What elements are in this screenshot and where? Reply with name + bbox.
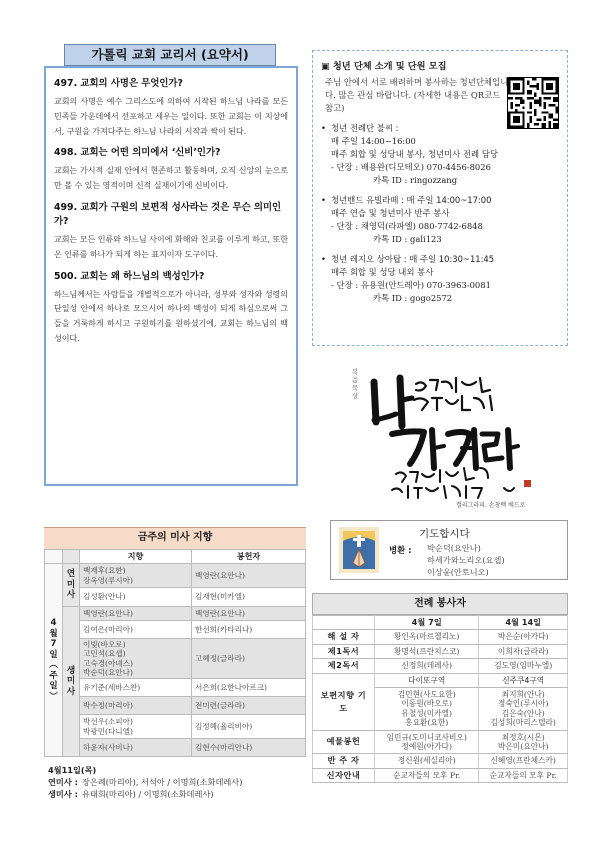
server-name: 최지희(안나) (501, 690, 545, 700)
donor-cell: 전미련(글라라) (192, 697, 306, 715)
bullet-icon: • (321, 123, 326, 133)
youth-groups-box (312, 50, 568, 346)
column-header: 4월 14일 (479, 616, 568, 630)
column-header (313, 616, 375, 630)
youth-title: ▣ 청년 단체 소개 및 단원 모집 (321, 61, 447, 72)
intent-name: 백재후(요한) (83, 566, 126, 576)
role-cell: 반 주 자 (313, 754, 375, 768)
liturgy-title: 전례 봉사자 (312, 593, 568, 615)
server-name: 홍요환(요한) (405, 718, 449, 728)
server-cell: 정신원(세실리아) (375, 754, 479, 768)
district-cell: 다이또구역 (375, 673, 479, 687)
youth-group-line: - 단장 : 유용원(안드레아) 070-3963-0081 (331, 280, 491, 290)
youth-group-line: 카톡 ID : gali123 (373, 234, 442, 244)
prayer-name: 박순덕(요안나) (427, 543, 481, 553)
intent-name: 박선우(소피아) (83, 717, 133, 727)
role-cell: 제1독서 (313, 644, 375, 658)
role-cell: 보편지향 기 도 (313, 673, 375, 730)
table-row (313, 754, 568, 768)
server-cell: 황인옥(마르첼리노) (375, 630, 479, 644)
role-cell: 해 설 자 (313, 630, 375, 644)
table-row (313, 630, 568, 644)
mass-date: 4 월 7 일 ︵ 주 일 ︶ (49, 618, 58, 702)
server-name: 유철성(미카엘) (401, 708, 452, 718)
calligraphy-image (352, 360, 532, 510)
intent-cell: 김성환(안나) (80, 588, 192, 607)
youth-group (321, 194, 561, 246)
server-name: 임민규(도미니코사비오) (386, 732, 467, 742)
youth-intro: 주님 안에서 서로 배려하며 봉사하는 청년단체입니다. 많은 관심 바랍니다. (자세한 내용은 QR코드 참고) (325, 77, 509, 113)
donor-cell: 서은희(요한나아르크) (192, 679, 306, 697)
prayer-name: 이상윤(안토니오) (427, 567, 489, 577)
youth-group (321, 253, 561, 305)
catechism-answer: 교회는 모든 인류와 하느님 사이에 화해와 친교를 이루게 하고, 또한 온 인류를 하나가 되게 하는 표지이자 도구이다. (54, 233, 288, 259)
server-name: 박은미(요안나) (497, 742, 549, 752)
youth-group (321, 122, 561, 187)
qr-code-icon[interactable] (507, 77, 559, 129)
intent-cell (80, 564, 192, 588)
server-name: 최정호(시몬) (501, 732, 545, 742)
table-row (45, 607, 306, 621)
server-cell: 박은순(아가다) (479, 630, 568, 644)
stamp-icon (524, 480, 531, 487)
table-row (313, 730, 568, 754)
donor-cell: 김현수(마리안나) (192, 739, 306, 757)
prayer-title: 기도합시다 (419, 528, 470, 540)
role-cell: 제2독서 (313, 659, 375, 673)
catechism-box (44, 66, 298, 486)
table-row (45, 639, 306, 679)
server-cell (479, 730, 568, 754)
server-name: 정숙인(루시아) (497, 699, 549, 709)
server-cell (375, 688, 479, 731)
catechism-question: 498. 교회는 어떤 의미에서 ‘신비’인가? (54, 147, 221, 159)
donor-cell: 한선희(카타리나) (192, 621, 306, 639)
intent-cell: 박수정(마리아) (80, 697, 192, 715)
intent-name: 장옥영(루시아) (83, 575, 133, 585)
server-cell (479, 688, 568, 731)
server-cell: 순교자들의 모후 Pr. (375, 768, 479, 782)
table-row (313, 659, 568, 673)
prayer-names (427, 542, 505, 578)
youth-group-name: 청년밴드 유빌라떼 : 매 주일 14:00~17:00 (331, 195, 492, 205)
server-cell (375, 730, 479, 754)
table-row (45, 715, 306, 739)
youth-group-line: 매 주일 14:00~16:00 (331, 136, 416, 146)
bullet-icon: • (321, 195, 326, 205)
bullet-icon: • (321, 254, 326, 264)
table-row (45, 564, 306, 588)
youth-group-line: 카톡 ID : ringozzang (373, 175, 458, 185)
district-cell: 신주쿠4구역 (479, 673, 568, 687)
donor-cell: 김재현(미카엘) (192, 588, 306, 607)
intent-cell: 유기준(세바스찬) (80, 679, 192, 697)
youth-group-name: 청년 레지오 상아탑 : 매 주일 10:30~11:45 (331, 254, 495, 264)
donor-cell: 백영란(요안나) (192, 564, 306, 588)
mass-type-cell (63, 564, 80, 607)
server-name: 이동원(바오로) (401, 699, 452, 709)
praying-hands-icon (339, 527, 379, 573)
youth-group-name: 청년 전례단 불씨 : (331, 123, 399, 133)
server-name: 김은숙(안나) (501, 708, 545, 718)
weekday-mass-text: 장은례(마리아), 서석아 / 이명희(소화데레사) (82, 777, 243, 787)
server-cell: 황명석(프란치스코) (375, 644, 479, 658)
youth-group-line: 카톡 ID : gogo2572 (373, 293, 453, 303)
catechism-question: 499. 교회가 구원의 보편적 성사라는 것은 무슨 의미인가? (54, 201, 282, 227)
youth-group-line: - 단장 : 채영덕(라파엘) 080-7742-6848 (331, 221, 483, 231)
youth-group-line: 매주 회합 및 성당내 봉사, 청년미사 전례 담당 (331, 149, 498, 159)
catechism-answer: 하느님께서는 사람들을 개별적으로가 아니라, 성부와 성자와 성령의 단일성 안에서 하나로 모으시어 하나의 백성이 되게 하심으로써 그들을 거룩하게 하시고 구원하기를 원하셨기에, 교회는 하느님의 백성이다. (54, 288, 288, 343)
server-name: 김성희(마리스텔라) (490, 718, 556, 728)
liturgy-table (312, 615, 568, 783)
mass-date-cell (45, 564, 63, 757)
role-cell: 신자안내 (313, 768, 375, 782)
intent-cell (80, 639, 192, 679)
youth-group-line: 매주 회합 및 성당 내외 봉사 (331, 267, 434, 277)
catechism-question: 497. 교회의 사명은 무엇인가? (54, 78, 183, 89)
youth-group-line: 매주 연습 및 청년미사 반주 봉사 (331, 208, 450, 218)
mass-intention-table (44, 549, 306, 757)
server-cell: 순교자들의 모후 Pr. (479, 768, 568, 782)
mass-type-cell (63, 607, 80, 757)
calligraphy-artwork (352, 360, 532, 510)
server-cell: 김도영(임마누엘) (479, 659, 568, 673)
server-cell: 신혜영(프란체스카) (479, 754, 568, 768)
intent-name: 박광민(다니엘) (83, 726, 133, 736)
weekday-mass-label: 연미사 : (48, 777, 78, 787)
weekday-mass (48, 764, 242, 800)
server-cell: 이희자(글라라) (479, 644, 568, 658)
catechism-question: 500. 교회는 왜 하느님의 백성인가? (54, 270, 205, 282)
column-header: 4월 7일 (375, 616, 479, 630)
table-row (313, 768, 568, 782)
weekday-mass-text: 유태희(마리아) / 이명희(소화데레사) (82, 789, 214, 799)
server-name: 정예원(아가다) (401, 742, 452, 752)
table-row (313, 644, 568, 658)
prayer-box (330, 520, 568, 580)
server-cell: 신정희(데레사) (375, 659, 479, 673)
intent-cell: 김여은(마리아) (80, 621, 192, 639)
column-header: 봉헌자 (192, 550, 306, 564)
intent-name: 이빛(바오로) (83, 640, 126, 649)
intent-cell (80, 715, 192, 739)
calligraphy-side-text: 복음 묵상 (352, 368, 359, 400)
table-row (45, 697, 306, 715)
mass-type: 생 미 사 (66, 665, 76, 697)
table-row (45, 621, 306, 639)
weekday-mass-date: 4월11일(목) (48, 765, 97, 775)
server-name: 김민현(사도요한) (397, 690, 456, 700)
table-row (45, 588, 306, 607)
donor-cell: 백영란(요안나) (192, 607, 306, 621)
intent-name: 고민석(요셉) (83, 649, 126, 659)
intent-cell: 하윤자(사비나) (80, 739, 192, 757)
table-row (45, 679, 306, 697)
mass-type: 연 미 사 (66, 569, 76, 601)
catechism-answer: 교회의 사명은 예수 그리스도에 의하여 시작된 하느님 나라를 모든 민족들 가운데에서 선포하고 세우는 일이다. 또한 교회는 이 지상에서, 구원을 가져다주는 하느님 나라의 시작과 싹이 된다. (54, 96, 288, 136)
youth-group-line: - 단장 : 배용완(디모테오) 070-4456-8026 (331, 162, 491, 172)
catechism-answer: 교회는 가시적 실재 안에서 현존하고 활동하며, 오직 신앙의 눈으로만 볼 수 있는 영적이며 신적 실재이기에 신비이다. (54, 165, 288, 191)
calligraphy-signature: 캘리그라피. 손창백 베드로 (456, 502, 526, 509)
role-cell: 예물봉헌 (313, 730, 375, 754)
column-header: 지향 (80, 550, 192, 564)
intent-name: 박순덕(요안나) (83, 667, 133, 677)
intent-name: 고숙경(아녜스) (83, 658, 133, 668)
prayer-name: 하세가와노리오(요셉) (427, 555, 505, 565)
intent-cell: 백영란(요안나) (80, 607, 192, 621)
donor-cell: 고혜정(글라라) (192, 639, 306, 679)
weekday-mass-label: 생미사 : (48, 789, 78, 799)
table-row (313, 673, 568, 687)
prayer-label: 병환 : (389, 545, 412, 555)
table-row (45, 739, 306, 757)
catechism-title: 가톨릭 교회 교리서 (요약서) (64, 44, 276, 66)
donor-cell: 김정혜(율리비아) (192, 715, 306, 739)
mass-intention-title: 금주의 미사 지향 (44, 527, 306, 549)
